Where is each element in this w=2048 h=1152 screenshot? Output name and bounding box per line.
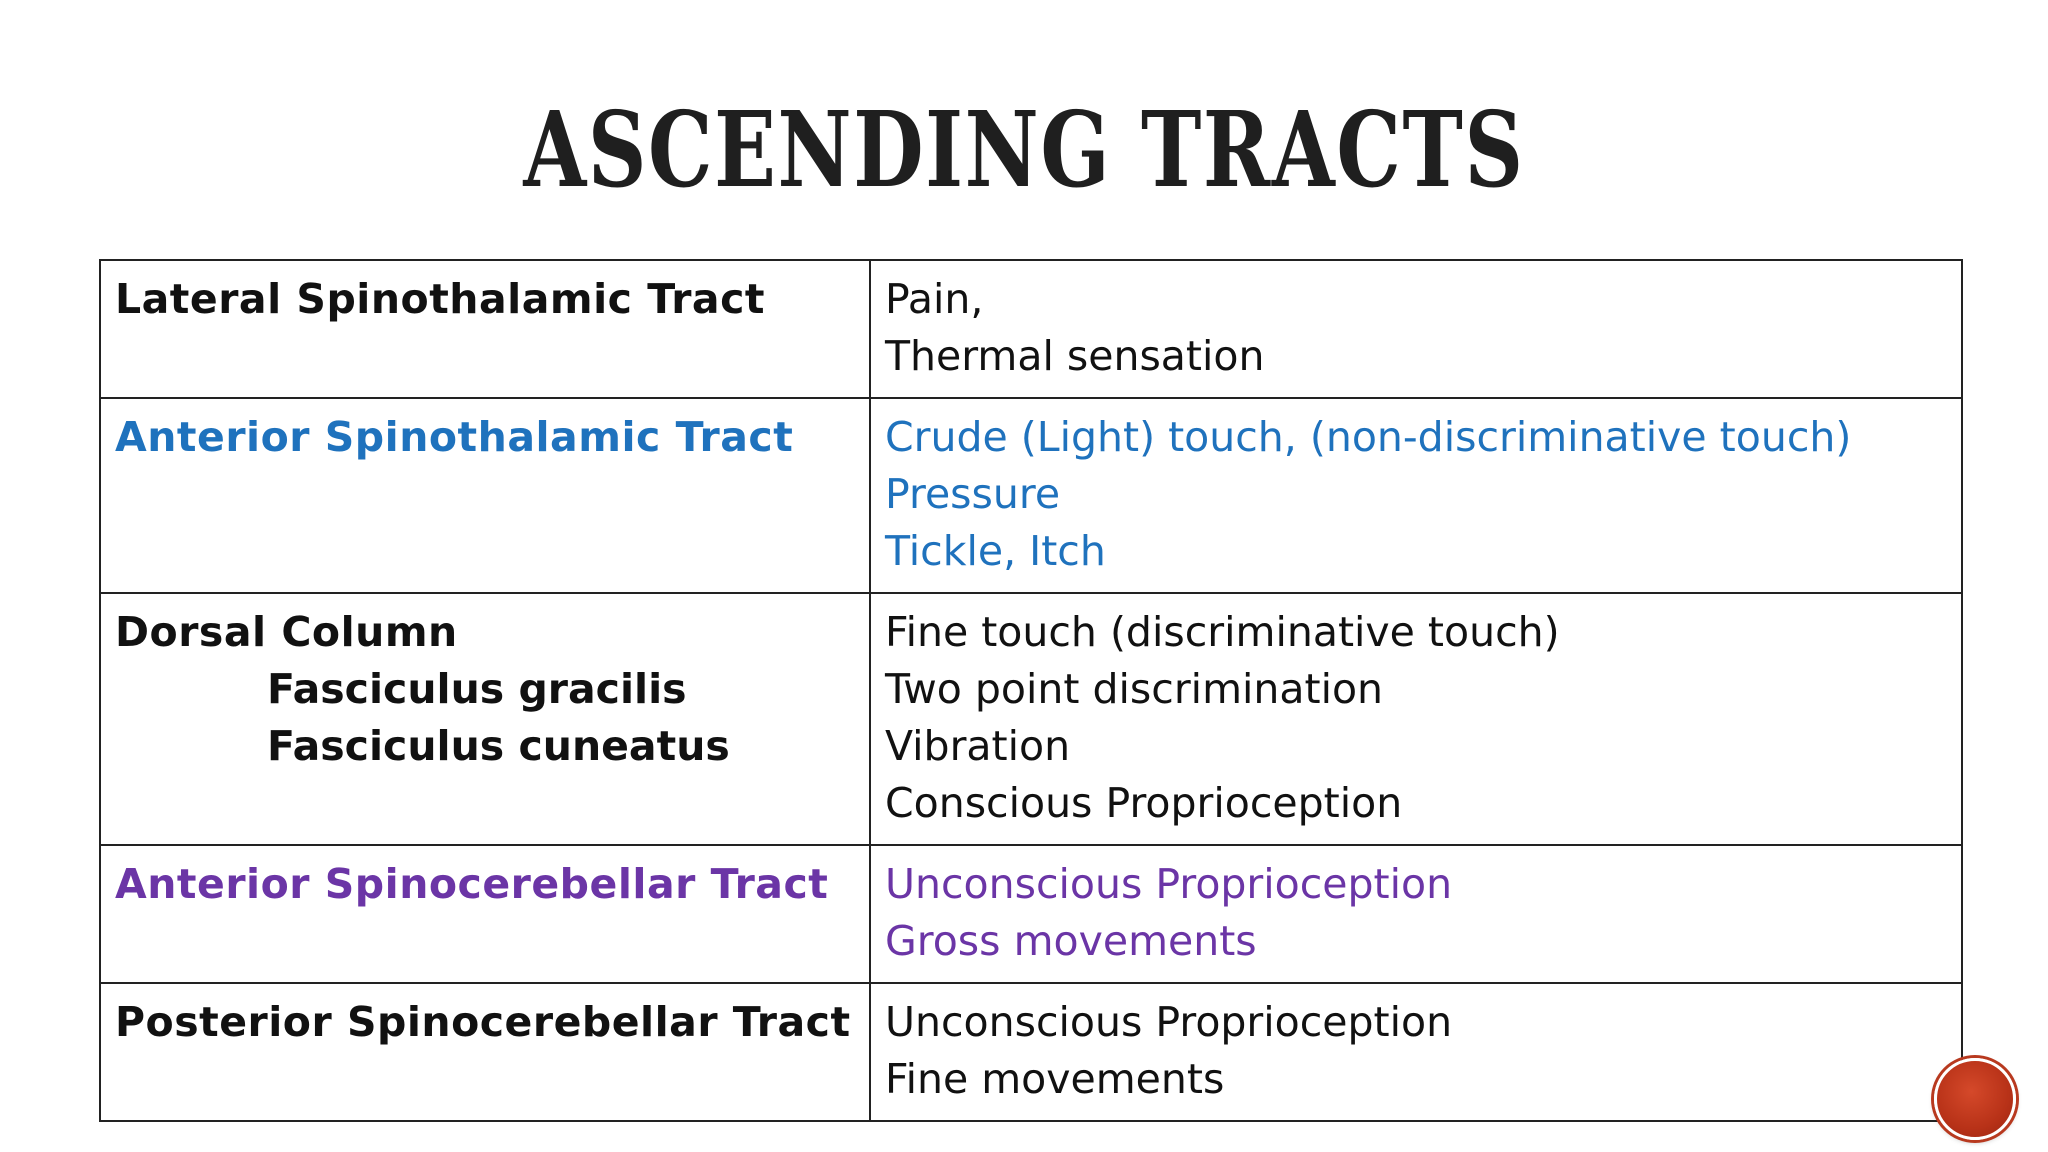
function-line: Fine touch (discriminative touch) <box>885 608 1560 656</box>
tract-cell <box>100 593 870 845</box>
tract-name: Lateral Spinothalamic Tract <box>115 275 765 323</box>
tract-cell <box>100 398 870 593</box>
function-line: Vibration <box>885 722 1071 770</box>
function-line: Unconscious Proprioception <box>885 860 1453 908</box>
table-row <box>100 260 1962 398</box>
tract-name: Anterior Spinothalamic Tract <box>115 413 794 461</box>
tract-cell <box>100 260 870 398</box>
function-line: Tickle, Itch <box>885 527 1106 575</box>
function-cell <box>870 845 1962 983</box>
function-line: Pain, <box>885 275 984 323</box>
function-cell <box>870 983 1962 1121</box>
tract-name: Posterior Spinocerebellar Tract <box>115 998 851 1046</box>
function-line: Pressure <box>885 470 1061 518</box>
function-line: Conscious Proprioception <box>885 779 1403 827</box>
circle-button-icon[interactable] <box>1934 1058 2016 1140</box>
subtract-name: Fasciculus cuneatus <box>267 722 730 770</box>
function-line: Thermal sensation <box>885 332 1265 380</box>
function-cell <box>870 593 1962 845</box>
slide-title: ASCENDING TRACTS <box>523 88 1525 211</box>
function-line: Two point discrimination <box>885 665 1384 713</box>
function-cell <box>870 260 1962 398</box>
function-cell <box>870 398 1962 593</box>
tract-cell <box>100 845 870 983</box>
table-row <box>100 398 1962 593</box>
function-line: Unconscious Proprioception <box>885 998 1453 1046</box>
function-line: Crude (Light) touch, (non-discriminative touch) <box>885 413 1852 461</box>
tract-name: Dorsal Column <box>115 608 458 656</box>
tract-cell <box>100 983 870 1121</box>
table-row <box>100 845 1962 983</box>
table-row <box>100 983 1962 1121</box>
tract-name: Anterior Spinocerebellar Tract <box>115 860 829 908</box>
function-line: Fine movements <box>885 1055 1225 1103</box>
ascending-tracts-table <box>99 259 1963 1122</box>
function-line: Gross movements <box>885 917 1257 965</box>
subtract-name: Fasciculus gracilis <box>267 665 687 713</box>
table-row <box>100 593 1962 845</box>
